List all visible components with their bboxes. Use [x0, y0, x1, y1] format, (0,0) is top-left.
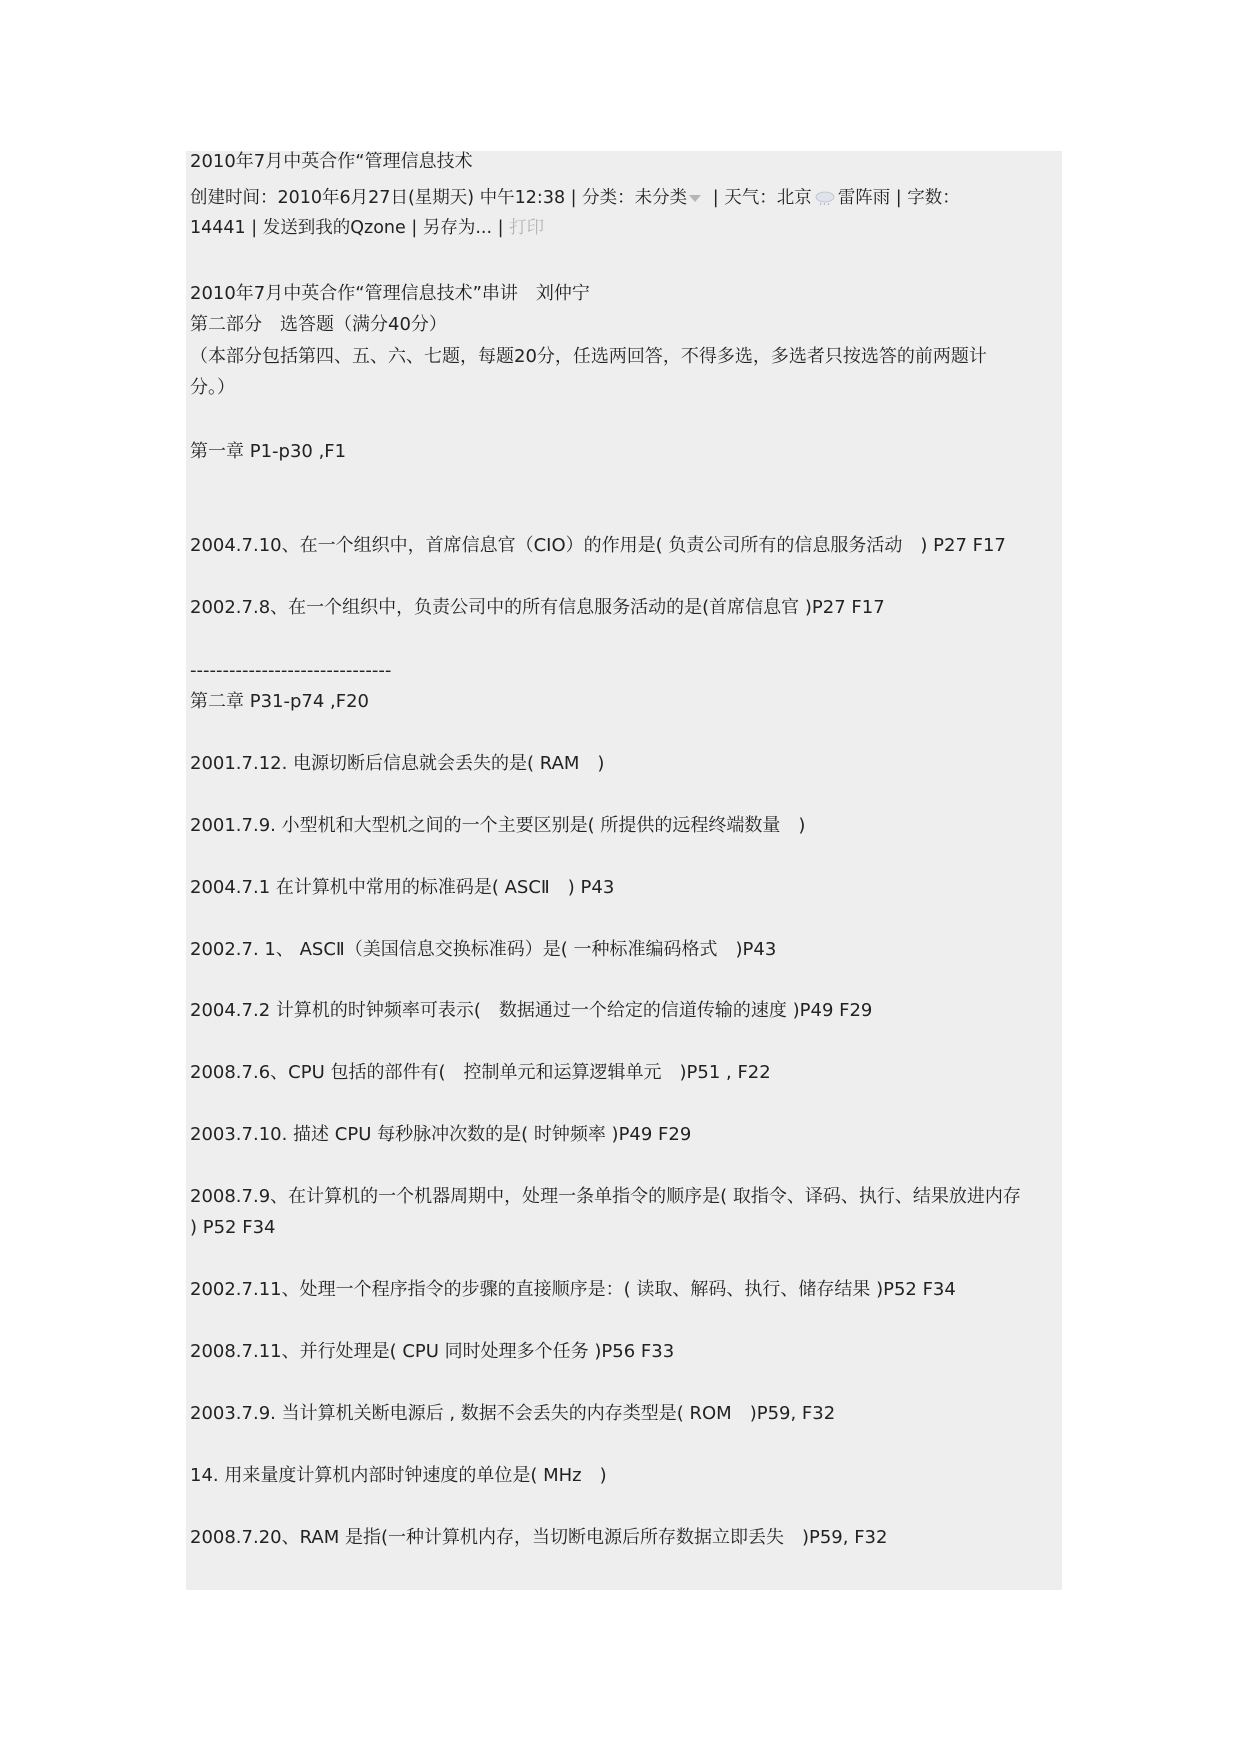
cloud-rain-icon — [814, 190, 836, 206]
separator: | — [895, 188, 902, 208]
question-item: 2004.7.2 计算机的时钟频率可表示( 数据通过一个给定的信道传输的速度 )P49 F29 — [190, 1000, 873, 1021]
weather-city: 北京 — [776, 188, 812, 208]
note-line-2: 分。） — [190, 377, 235, 398]
created-label: 创建时间： — [190, 188, 278, 208]
separator: | — [570, 188, 577, 208]
chevron-down-icon[interactable] — [689, 195, 701, 202]
part-heading: 第二部分 选答题（满分40分） — [190, 314, 447, 335]
note-line-1: （本部分包括第四、五、六、七题，每题20分，任选两回答，不得多选，多选者只按选答的前两题计 — [190, 346, 987, 367]
article-subtitle: 2010年7月中英合作“管理信息技术”串讲 刘仲宁 — [190, 283, 590, 304]
question-item-continued: ) P52 F34 — [190, 1217, 276, 1238]
separator: | — [411, 218, 418, 238]
print-link[interactable]: 打印 — [509, 218, 545, 238]
question-item: 2001.7.12. 电源切断后信息就会丢失的是( RAM ) — [190, 753, 605, 774]
wordcount-value: 14441 — [190, 218, 246, 238]
question-item: 2008.7.6、CPU 包括的部件有( 控制单元和运算逻辑单元 )P51 , F22 — [190, 1062, 771, 1083]
weather-value: 雷阵雨 — [837, 188, 891, 208]
created-value: 2010年6月27日(星期天) 中午12:38 — [277, 188, 566, 208]
send-to-qzone-link[interactable]: 发送到我的Qzone — [262, 218, 406, 238]
weather-label: 天气： — [724, 188, 777, 208]
question-item: 2003.7.9. 当计算机关断电源后 , 数据不会丢失的内存类型是( ROM )P59, F32 — [190, 1403, 836, 1424]
wordcount-label: 字数： — [907, 188, 960, 208]
article-title: 2010年7月中英合作“管理信息技术 — [190, 151, 473, 172]
question-item: 2001.7.9. 小型机和大型机之间的一个主要区别是( 所提供的远程终端数量 ) — [190, 815, 806, 836]
question-item: 2008.7.9、在计算机的一个机器周期中，处理一条单指令的顺序是( 取指令、译码、执行、结果放进内存 — [190, 1186, 1021, 1207]
divider-line: ------------------------------- — [190, 660, 392, 681]
question-item: 2008.7.11、并行处理是( CPU 同时处理多个任务 )P56 F33 — [190, 1341, 675, 1362]
category-value[interactable]: 未分类 — [634, 188, 688, 208]
question-item: 2004.7.10、在一个组织中，首席信息官（CIO）的作用是( 负责公司所有的信息服务活动 ) P27 F17 — [190, 535, 1006, 556]
chapter-2-heading: 第二章 P31-p74 ,F20 — [190, 691, 370, 712]
question-item: 2002.7.11、处理一个程序指令的步骤的直接顺序是：( 读取、解码、执行、储存结果 )P52 F34 — [190, 1279, 956, 1300]
question-item: 2004.7.1 在计算机中常用的标准码是( ASCⅡ ) P43 — [190, 877, 615, 898]
question-item: 2002.7. 1、 ASCⅡ（美国信息交换标准码）是( 一种标准编码格式 )P43 — [190, 939, 777, 960]
save-as-link[interactable]: 另存为... — [422, 218, 493, 238]
article-meta-line-2 — [190, 217, 544, 239]
question-item: 2002.7.8、在一个组织中，负责公司中的所有信息服务活动的是(首席信息官 )P27 F17 — [190, 597, 885, 618]
separator: | — [251, 218, 258, 238]
question-item: 14. 用来量度计算机内部时钟速度的单位是( MHz ) — [190, 1465, 607, 1486]
separator: | — [712, 188, 719, 208]
question-item: 2003.7.10. 描述 CPU 每秒脉冲次数的是( 时钟频率 )P49 F29 — [190, 1124, 692, 1145]
separator: | — [497, 218, 504, 238]
chapter-1-heading: 第一章 P1-p30 ,F1 — [190, 441, 347, 462]
question-item: 2008.7.20、RAM 是指(一种计算机内存，当切断电源后所存数据立即丢失 )P59, F32 — [190, 1527, 888, 1548]
article-meta-line-1 — [190, 187, 960, 209]
category-label: 分类： — [582, 188, 635, 208]
